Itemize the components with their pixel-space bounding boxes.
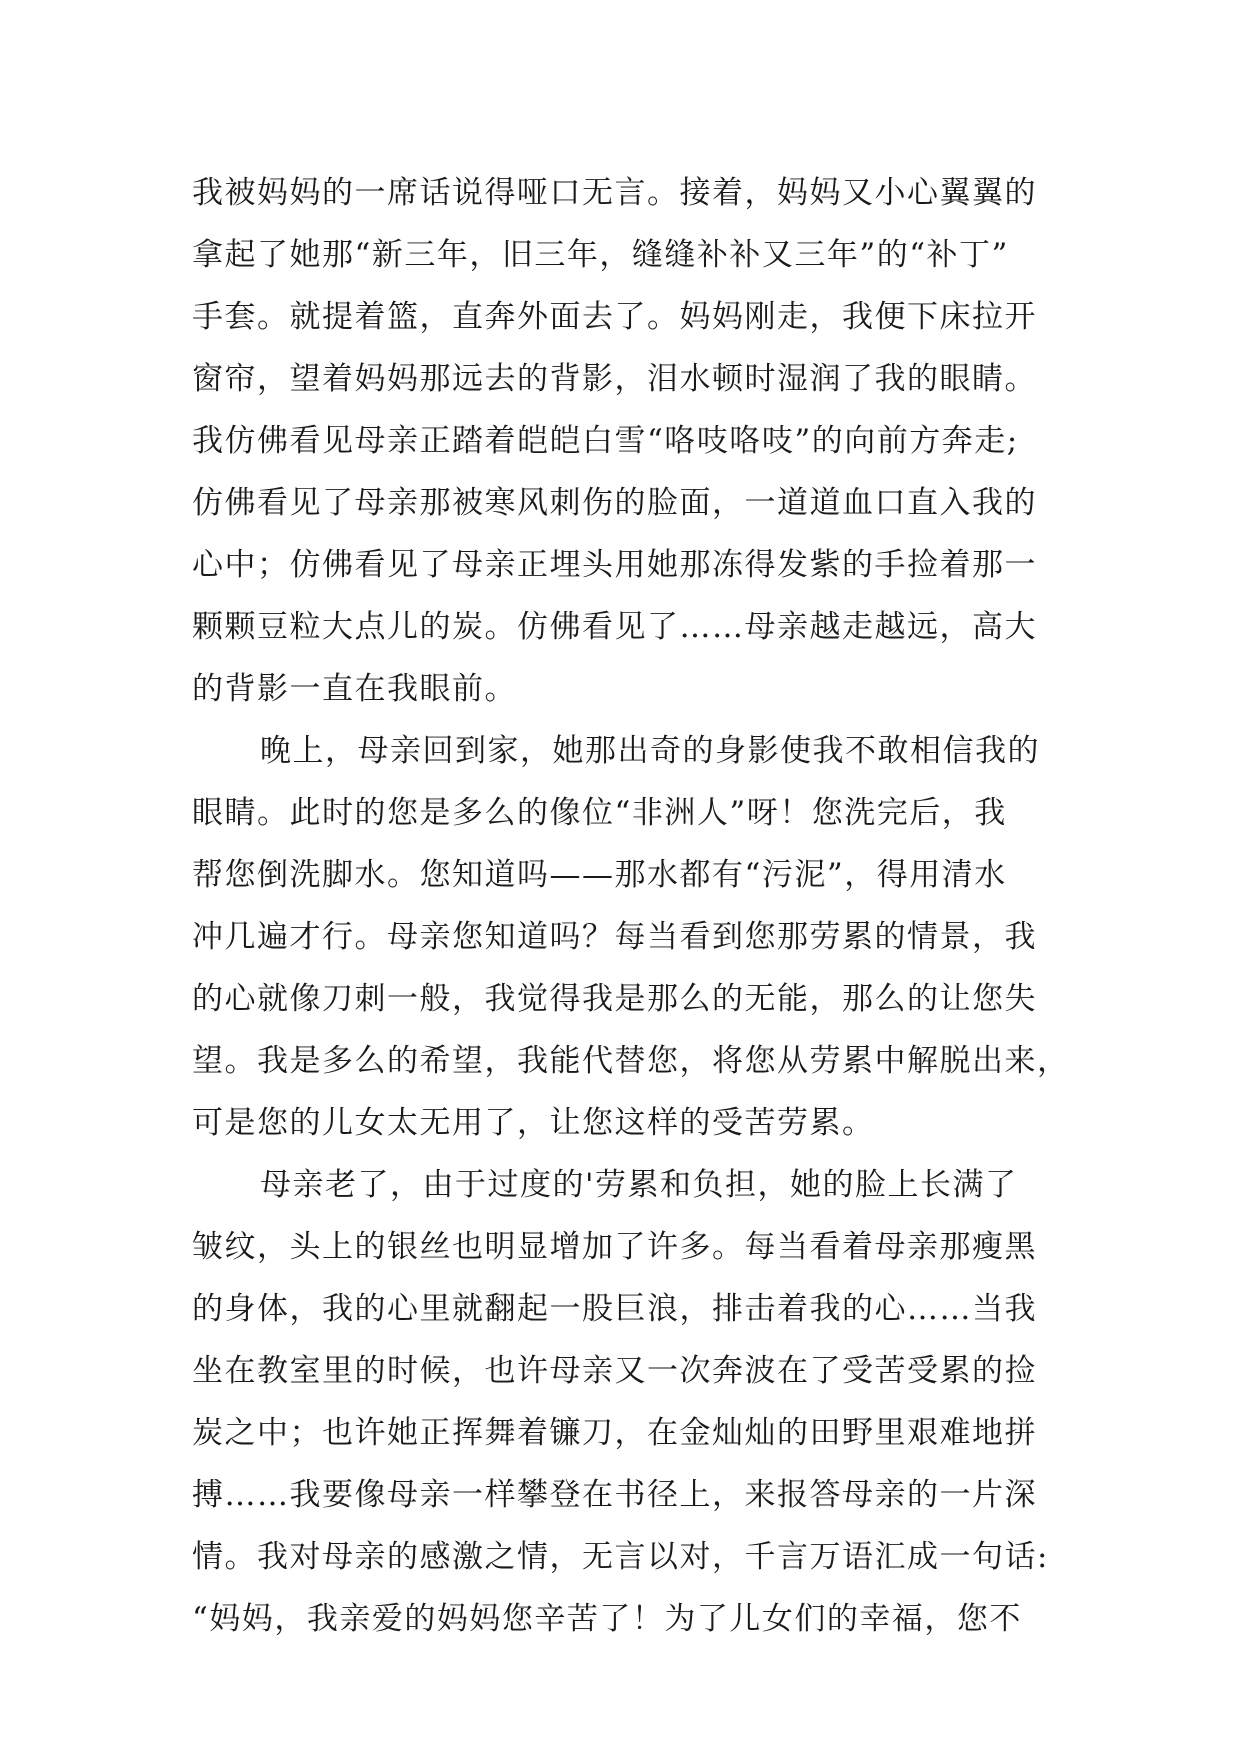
text-line: 窗帘，望着妈妈那远去的背影，泪水顿时湿润了我的眼睛。 bbox=[192, 361, 1037, 397]
text-line: 冲几遍才行。母亲您知道吗？每当看到您那劳累的情景，我 bbox=[192, 919, 1037, 955]
text-line: 拿起了她那“新三年，旧三年，缝缝补补又三年”的“补丁” bbox=[192, 237, 1009, 273]
text-line: 颗颗豆粒大点儿的炭。仿佛看见了……母亲越走越远，高大 bbox=[192, 609, 1037, 645]
text-line: 坐在教室里的时候，也许母亲又一次奔波在了受苦受累的捡 bbox=[192, 1353, 1037, 1389]
text-line: 情。我对母亲的感激之情，无言以对，千言万语汇成一句话: bbox=[192, 1539, 1049, 1575]
text-line: 手套。就提着篮，直奔外面去了。妈妈刚走，我便下床拉开 bbox=[192, 299, 1037, 335]
text-line: 炭之中；也许她正挥舞着镰刀，在金灿灿的田野里艰难地拼 bbox=[192, 1415, 1037, 1451]
text-line: 皱纹，头上的银丝也明显增加了许多。每当看着母亲那瘦黑 bbox=[192, 1229, 1037, 1265]
text-line: 仿佛看见了母亲那被寒风刺伤的脸面，一道道血口直入我的 bbox=[192, 485, 1037, 521]
text-line: 可是您的儿女太无用了，让您这样的受苦劳累。 bbox=[192, 1105, 875, 1141]
document-body bbox=[192, 162, 1070, 1650]
text-line: 母亲老了，由于过度的'劳累和负担，她的脸上长满了 bbox=[260, 1167, 1018, 1203]
text-line: 晚上，母亲回到家，她那出奇的身影使我不敢相信我的 bbox=[260, 733, 1040, 769]
text-line: 我被妈妈的一席话说得哑口无言。接着，妈妈又小心翼翼的 bbox=[192, 175, 1037, 211]
text-line: 帮您倒洗脚水。您知道吗——那水都有“污泥”，得用清水 bbox=[192, 857, 1007, 893]
paragraph-3 bbox=[192, 1154, 1062, 1650]
text-line: 的背影一直在我眼前。 bbox=[192, 671, 517, 707]
paragraph-2 bbox=[192, 720, 1070, 1154]
text-line: 望。我是多么的希望，我能代替您，将您从劳累中解脱出来， bbox=[192, 1043, 1070, 1079]
text-line: 心中；仿佛看见了母亲正埋头用她那冻得发紫的手捡着那一 bbox=[192, 547, 1037, 583]
text-line: 搏……我要像母亲一样攀登在书径上，来报答母亲的一片深 bbox=[192, 1477, 1037, 1513]
text-line: “妈妈，我亲爱的妈妈您辛苦了！为了儿女们的幸福，您不 bbox=[192, 1601, 1022, 1637]
paragraph-1 bbox=[192, 162, 1062, 720]
text-line: 眼睛。此时的您是多么的像位“非洲人”呀！您洗完后，我 bbox=[192, 795, 1007, 831]
text-line: 我仿佛看见母亲正踏着皑皑白雪“咯吱咯吱”的向前方奔走; bbox=[192, 423, 1019, 459]
text-line: 的身体，我的心里就翻起一股巨浪，排击着我的心……当我 bbox=[192, 1291, 1037, 1327]
text-line: 的心就像刀刺一般，我觉得我是那么的无能，那么的让您失 bbox=[192, 981, 1037, 1017]
